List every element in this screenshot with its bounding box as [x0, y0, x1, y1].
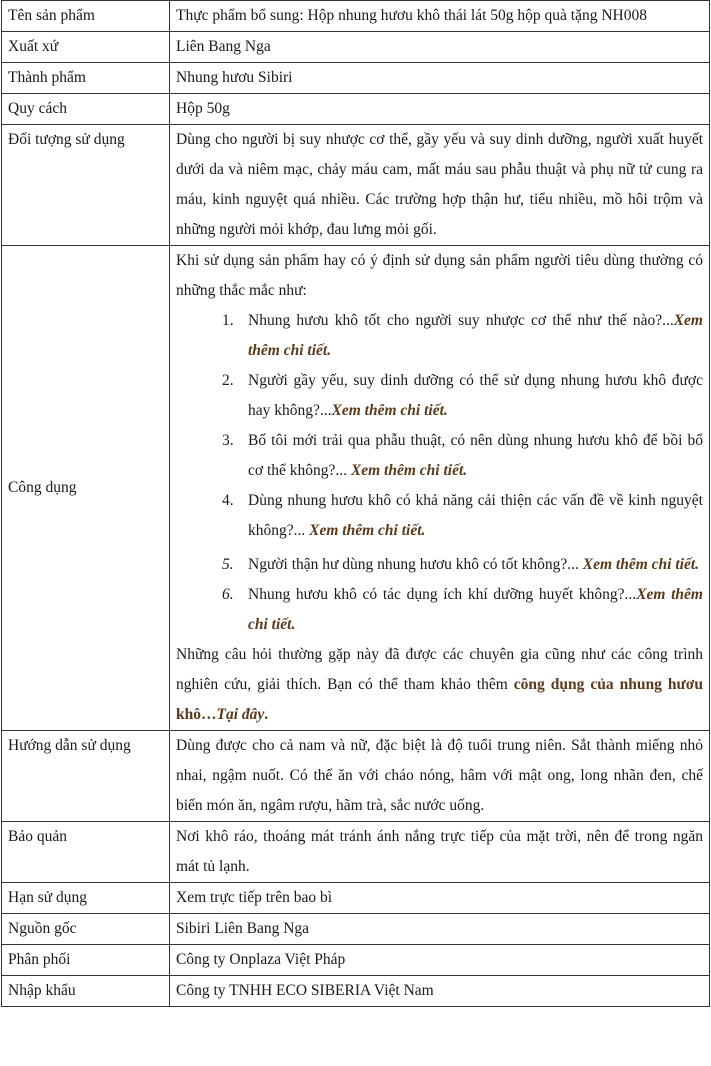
question-text: Người thận hư dùng nhung hươu khô có tốt không?... — [248, 556, 583, 573]
table-row — [2, 731, 710, 822]
table-row — [2, 945, 710, 976]
list-item — [222, 366, 703, 426]
list-item — [222, 306, 703, 366]
row-value-product: Thực phẩm bổ sung: Hộp nhung hươu khô thái lát 50g hộp quà tặng NH008 — [170, 1, 710, 32]
uses-outro — [176, 640, 703, 730]
row-label-distributor: Phân phối — [2, 945, 170, 976]
table-row — [2, 125, 710, 246]
table-row — [2, 976, 710, 1007]
question-text: Bố tôi mới trải qua phẫu thuật, có nên dùng nhung hươu khô để bồi bổ cơ thể không?... — [248, 432, 703, 479]
question-text: Nhung hươu khô có tác dụng ích khí dưỡng huyết không?... — [248, 586, 637, 603]
row-label-usage: Hướng dẫn sử dụng — [2, 731, 170, 822]
row-value-origin: Liên Bang Nga — [170, 32, 710, 63]
see-more-link[interactable]: Xem thêm chi tiết. — [350, 462, 468, 479]
row-label-source: Nguồn gốc — [2, 914, 170, 945]
row-value-usage: Dùng được cho cả nam và nữ, đặc biệt là độ tuổi trung niên. Sắt thành miếng nhỏ nhai, ngậm nuốt. Có thể ăn với cháo nóng, hâm với mật ong, long nhãn đen, chế biến món ăn, ngâm rượu, hãm trà, sắc nước uống. — [170, 731, 710, 822]
list-item — [222, 486, 703, 550]
row-label-spec: Quy cách — [2, 94, 170, 125]
see-more-link[interactable]: Xem thêm chi tiết. — [331, 402, 448, 419]
uses-outro-text: Những câu hỏi thường gặp này đã được các chuyên gia cũng như các công trình nghiên cứu, giải thích. Bạn có thể tham khảo thêm — [176, 646, 703, 693]
table-row — [2, 822, 710, 883]
row-value-expiry: Xem trực tiếp trên bao bì — [170, 883, 710, 914]
uses-more-link[interactable]: công dụng của nhung hươu khô… — [176, 676, 703, 723]
table-row — [2, 63, 710, 94]
row-value-ingredient: Nhung hươu Sibiri — [170, 63, 710, 94]
row-label-storage: Bảo quản — [2, 822, 170, 883]
row-label-ingredient: Thành phẩm — [2, 63, 170, 94]
list-item — [222, 550, 703, 580]
table-row — [2, 914, 710, 945]
row-value-uses — [170, 246, 710, 731]
row-label-importer: Nhập khẩu — [2, 976, 170, 1007]
question-text: Dùng nhung hươu khô có khả năng cải thiện các vấn đề về kinh nguyệt không?... — [248, 492, 703, 539]
row-value-spec: Hộp 50g — [170, 94, 710, 125]
row-label-origin: Xuất xứ — [2, 32, 170, 63]
see-more-link[interactable]: Xem thêm chi tiết. — [582, 556, 700, 573]
table-row — [2, 883, 710, 914]
row-label-product: Tên sản phẩm — [2, 1, 170, 32]
row-value-distributor: Công ty Onplaza Việt Pháp — [170, 945, 710, 976]
see-more-link[interactable]: Xem thêm chi tiết. — [248, 312, 703, 359]
question-number: 3. — [222, 432, 234, 449]
uses-outro-end: . — [264, 706, 269, 723]
row-label-target: Đối tượng sử dụng — [2, 125, 170, 246]
uses-question-list — [176, 306, 703, 640]
row-value-storage: Nơi khô ráo, thoáng mát tránh ánh nắng trực tiếp của mặt trời, nên để trong ngăn mát tủ lạnh. — [170, 822, 710, 883]
table-row — [2, 246, 710, 731]
product-spec-table — [1, 0, 710, 1007]
question-text: Nhung hươu khô tốt cho người suy nhược cơ thể như thế nào?... — [248, 312, 674, 329]
table-row — [2, 1, 710, 32]
question-number: 5. — [222, 556, 234, 573]
question-number: 4. — [222, 492, 234, 509]
table-row — [2, 94, 710, 125]
question-number: 6. — [222, 586, 234, 603]
question-text: Người gầy yếu, suy dinh dưỡng có thể sử dụng nhung hươu khô được hay không?... — [248, 372, 703, 419]
table-row — [2, 32, 710, 63]
row-value-source: Sibiri Liên Bang Nga — [170, 914, 710, 945]
here-link[interactable]: Tại đây — [216, 706, 265, 723]
list-item — [222, 426, 703, 486]
see-more-link[interactable]: Xem thêm chi tiết. — [309, 522, 426, 539]
list-item — [222, 580, 703, 640]
uses-intro: Khi sử dụng sản phẩm hay có ý định sử dụng sản phẩm người tiêu dùng thường có những thắc mắc như: — [176, 252, 703, 299]
row-label-expiry: Hạn sử dụng — [2, 883, 170, 914]
see-more-link[interactable]: Xem thêm chi tiết. — [248, 586, 703, 633]
question-number: 2. — [222, 372, 234, 389]
row-value-target: Dùng cho người bị suy nhược cơ thể, gầy yếu và suy dinh dưỡng, người xuất huyết dưới da và niêm mạc, chảy máu cam, mất máu sau phẫu thuật và phụ nữ tử cung ra máu, kinh nguyệt quá nhiều. Các trường hợp thận hư, tiểu nhiều, mồ hôi trộm và những người mỏi khớp, đau lưng mỏi gối. — [170, 125, 710, 246]
row-label-uses: Công dụng — [2, 246, 170, 731]
row-value-importer: Công ty TNHH ECO SIBERIA Việt Nam — [170, 976, 710, 1007]
question-number: 1. — [222, 312, 234, 329]
